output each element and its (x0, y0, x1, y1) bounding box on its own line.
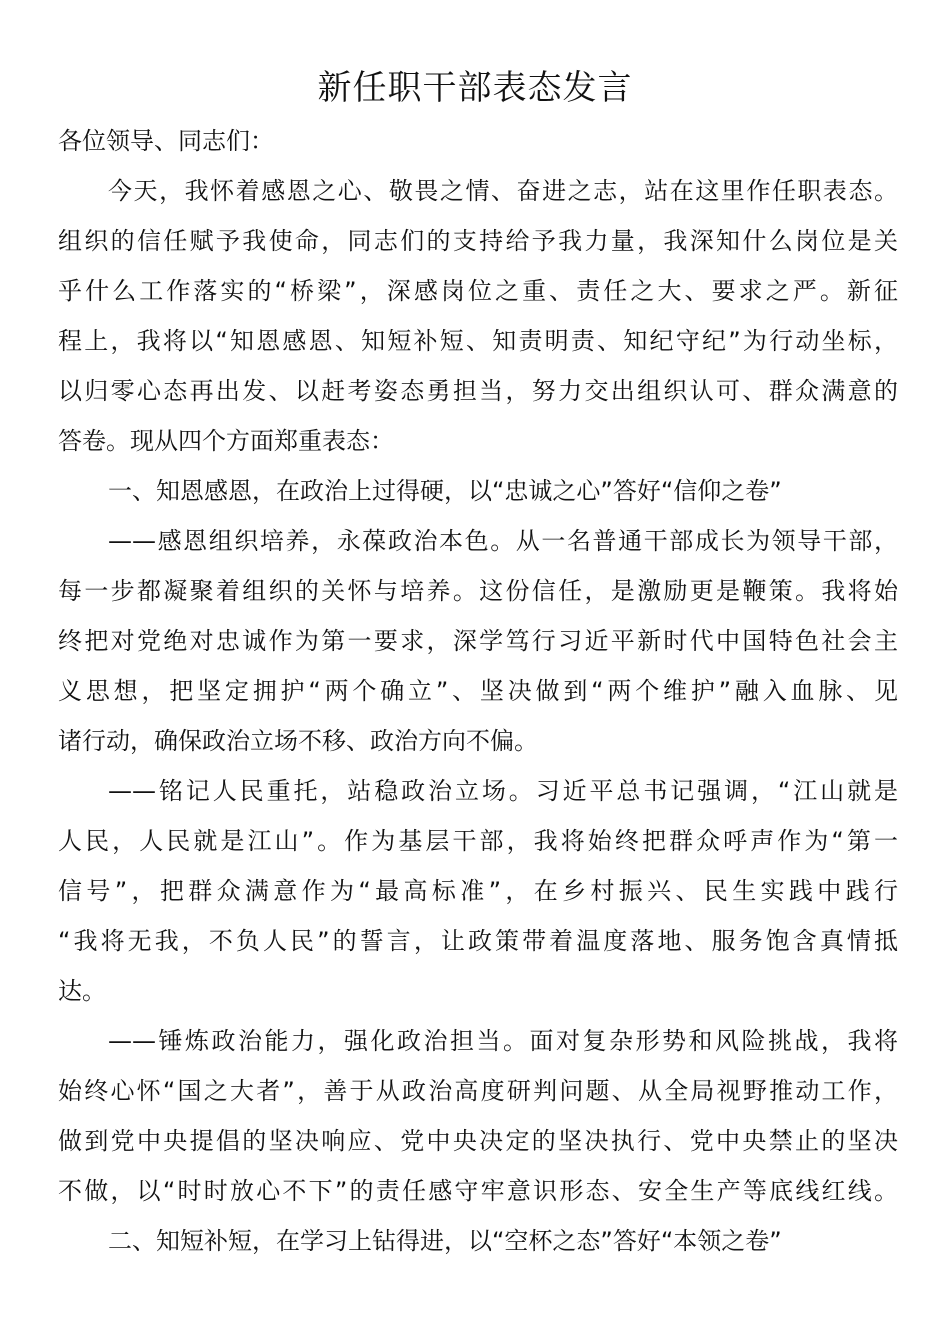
paragraph-line: 今天，我怀着感恩之心、敬畏之情、奋进之志，站在这里作任职表态。 (108, 177, 898, 205)
paragraph-line: 每一步都凝聚着组织的关怀与培养。这份信任，是激励更是鞭策。我将始 (58, 577, 898, 605)
paragraph-line: 达。 (58, 977, 106, 1005)
document-body (58, 116, 898, 1266)
paragraph-line: 终把对党绝对忠诚作为第一要求，深学笃行习近平新时代中国特色社会主 (58, 627, 898, 655)
paragraph-line: 以归零心态再出发、以赶考姿态勇担当，努力交出组织认可、群众满意的 (58, 377, 898, 405)
paragraph-line: 答卷。现从四个方面郑重表态： (58, 427, 394, 455)
paragraph-line: 人民，人民就是江山”。作为基层干部，我将始终把群众呼声作为“第一 (58, 827, 898, 855)
section-heading: 一、知恩感恩，在政治上过得硬，以“忠诚之心”答好“信仰之卷” (108, 477, 782, 505)
paragraph-line: 不做，以“时时放心不下”的责任感守牢意识形态、安全生产等底线红线。 (58, 1177, 898, 1205)
paragraph-line: 始终心怀“国之大者”，善于从政治高度研判问题、从全局视野推动工作， (58, 1077, 898, 1105)
paragraph-line: ——铭记人民重托，站稳政治立场。习近平总书记强调，“江山就是 (108, 777, 898, 805)
paragraph-line: ——感恩组织培养，永葆政治本色。从一名普通干部成长为领导干部， (108, 527, 898, 555)
salutation-line: 各位领导、同志们： (58, 127, 274, 155)
document-title: 新任职干部表态发言 (317, 68, 633, 108)
paragraph-line: 组织的信任赋予我使命，同志们的支持给予我力量，我深知什么岗位是关 (58, 227, 898, 255)
paragraph-line: 乎什么工作落实的“桥梁”，深感岗位之重、责任之大、要求之严。新征 (58, 277, 898, 305)
paragraph-line: 诸行动，确保政治立场不移、政治方向不偏。 (58, 727, 538, 755)
paragraph-line: 信号”，把群众满意作为“最高标准”，在乡村振兴、民生实践中践行 (58, 877, 898, 905)
paragraph-line: 做到党中央提倡的坚决响应、党中央决定的坚决执行、党中央禁止的坚决 (58, 1127, 898, 1155)
paragraph-line: ——锤炼政治能力，强化政治担当。面对复杂形势和风险挑战，我将 (108, 1027, 898, 1055)
paragraph-line: 程上，我将以“知恩感恩、知短补短、知责明责、知纪守纪”为行动坐标， (58, 327, 898, 355)
paragraph-line: 义思想，把坚定拥护“两个确立”、坚决做到“两个维护”融入血脉、见 (58, 677, 898, 705)
paragraph-line: “我将无我，不负人民”的誓言，让政策带着温度落地、服务饱含真情抵 (58, 927, 898, 955)
section-heading: 二、知短补短，在学习上钻得进，以“空杯之态”答好“本领之卷” (108, 1227, 782, 1255)
